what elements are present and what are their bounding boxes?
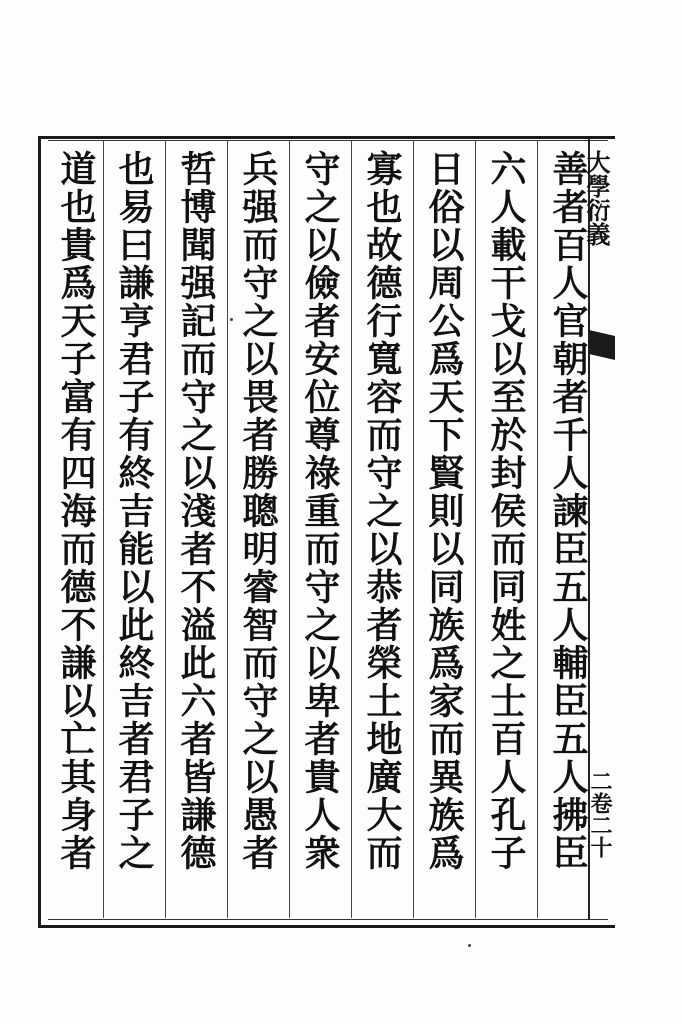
text-column-5: 守之以儉者安位尊祿重而守之以卑者貴人衆 [299, 150, 341, 872]
text-column-8: 也易曰謙亨君子有終吉能以此終吉者君子之 [113, 150, 155, 872]
margin-book-title: 大學衍義 [582, 150, 611, 246]
column-rule [537, 140, 538, 918]
text-column-4: 寡也故德行寬容而守之以恭者榮土地廣大而 [361, 150, 403, 872]
column-rule [103, 140, 104, 918]
text-column-1: 善者百人官朝者千人諫臣五人輔臣五人拂臣 [547, 150, 589, 872]
text-column-6: 兵强而守之以畏者勝聰明睿智而守之以愚者 [237, 150, 279, 872]
specks [230, 318, 233, 321]
column-rule [475, 140, 476, 918]
column-rule [227, 140, 228, 918]
text-column-2: 六人載干戈以至於封侯而同姓之士百人孔子 [485, 150, 527, 872]
column-rule [165, 140, 166, 918]
column-rule [289, 140, 290, 918]
text-column-7: 哲博聞强記而守之以淺者不溢此六者皆謙德 [175, 150, 217, 872]
margin-volume-number: 二卷二十 [587, 770, 613, 858]
text-column-3: 日俗以周公爲天下賢則以同族爲家而異族爲 [423, 150, 465, 872]
column-rule [413, 140, 414, 918]
column-rule [351, 140, 352, 918]
specks [468, 944, 471, 947]
text-column-9: 道也貴爲天子富有四海而德不謙以亡其身者 [55, 150, 97, 872]
